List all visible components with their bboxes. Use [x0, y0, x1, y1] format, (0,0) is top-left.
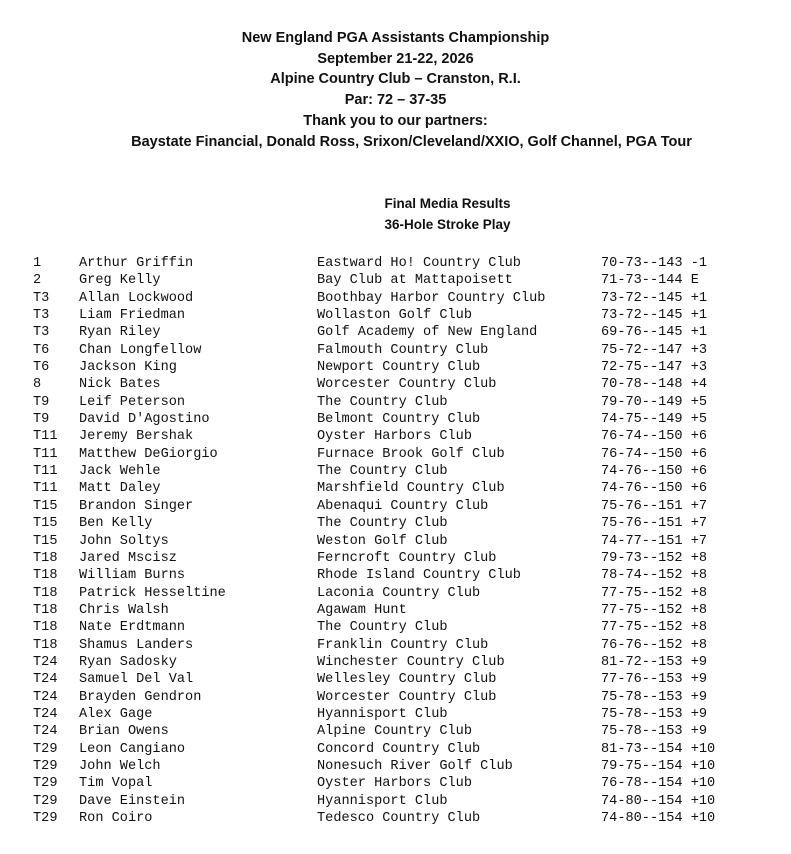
partners-heading: Thank you to our partners: — [303, 112, 488, 129]
player-name: Jeremy Bershak — [79, 429, 194, 445]
player-name: Chan Longfellow — [79, 342, 202, 358]
player-score: 74-75--149 +5 — [601, 412, 708, 428]
player-name: Leif Peterson — [79, 394, 186, 410]
player-club: The Country Club — [317, 464, 448, 480]
player-club: Nonesuch River Golf Club — [317, 758, 513, 774]
player-club: Wellesley Country Club — [317, 672, 497, 688]
player-score: 79-73--152 +8 — [601, 550, 708, 566]
player-score: 81-72--153 +9 — [601, 654, 708, 670]
player-name: Tim Vopal — [79, 776, 153, 792]
result-row — [33, 307, 773, 324]
result-row — [33, 585, 773, 602]
result-position: T24 — [33, 672, 58, 688]
player-club: Rhode Island Country Club — [317, 568, 521, 584]
results-format: 36-Hole Stroke Play — [384, 217, 511, 232]
player-name: John Welch — [79, 758, 161, 774]
results-heading — [0, 193, 791, 235]
result-position: T24 — [33, 706, 58, 722]
player-name: Leon Cangiano — [79, 741, 186, 757]
result-row — [33, 272, 773, 289]
player-score: 76-74--150 +6 — [601, 446, 708, 462]
event-dates: September 21-22, 2026 — [317, 50, 474, 67]
player-name: Jared Mscisz — [79, 550, 177, 566]
result-position: T15 — [33, 533, 58, 549]
result-position: T11 — [33, 446, 58, 462]
result-row — [33, 342, 773, 359]
player-score: 77-75--152 +8 — [601, 602, 708, 618]
player-club: Wollaston Golf Club — [317, 308, 472, 324]
result-position: T6 — [33, 360, 50, 376]
result-row — [33, 637, 773, 654]
result-row — [33, 550, 773, 567]
player-name: Dave Einstein — [79, 793, 186, 809]
player-club: Eastward Ho! Country Club — [317, 256, 521, 271]
player-name: Nate Erdtmann — [79, 620, 186, 636]
result-row — [33, 602, 773, 619]
result-row — [33, 619, 773, 636]
player-score: 78-74--152 +8 — [601, 568, 708, 584]
player-name: Liam Friedman — [79, 308, 186, 324]
result-position: T3 — [33, 325, 50, 341]
player-club: Furnace Brook Golf Club — [317, 446, 505, 462]
player-club: The Country Club — [317, 620, 448, 636]
player-club: Falmouth Country Club — [317, 342, 489, 358]
player-name: Ron Coiro — [79, 811, 153, 826]
player-score: 79-75--154 +10 — [601, 758, 716, 774]
player-club: Abenaqui Country Club — [317, 498, 489, 514]
result-row — [33, 775, 773, 792]
player-name: David D'Agostino — [79, 412, 210, 428]
results-list — [33, 255, 773, 827]
player-club: Boothbay Harbor Country Club — [317, 290, 546, 306]
result-row — [33, 567, 773, 584]
event-venue: Alpine Country Club – Cranston, R.I. — [270, 71, 521, 88]
player-score: 71-73--144 E — [601, 273, 699, 289]
player-club: Laconia Country Club — [317, 585, 481, 601]
player-club: Agawam Hunt — [317, 602, 407, 618]
result-position: T29 — [33, 793, 58, 809]
player-name: Matthew DeGiorgio — [79, 446, 218, 462]
player-club: Alpine Country Club — [317, 724, 472, 740]
result-position: T15 — [33, 516, 58, 532]
player-score: 75-76--151 +7 — [601, 516, 708, 532]
player-score: 75-78--153 +9 — [601, 724, 708, 740]
result-position: T29 — [33, 741, 58, 757]
result-position: T18 — [33, 637, 58, 653]
player-name: Greg Kelly — [79, 273, 161, 289]
result-position: T11 — [33, 464, 58, 480]
result-position: T29 — [33, 758, 58, 774]
player-score: 76-78--154 +10 — [601, 776, 716, 792]
document-header — [0, 28, 791, 152]
result-position: T18 — [33, 568, 58, 584]
result-row — [33, 480, 773, 497]
result-row — [33, 376, 773, 393]
player-score: 76-76--152 +8 — [601, 637, 708, 653]
player-name: Nick Bates — [79, 377, 161, 393]
player-name: Brandon Singer — [79, 498, 194, 514]
player-score: 75-72--147 +3 — [601, 342, 708, 358]
player-score: 74-80--154 +10 — [601, 811, 716, 826]
result-row — [33, 758, 773, 775]
result-row — [33, 428, 773, 445]
result-position: T24 — [33, 689, 58, 705]
result-row — [33, 515, 773, 532]
player-club: Golf Academy of New England — [317, 325, 538, 341]
player-score: 74-76--150 +6 — [601, 464, 708, 480]
result-row — [33, 394, 773, 411]
player-club: Newport Country Club — [317, 360, 481, 376]
player-club: Belmont Country Club — [317, 412, 481, 428]
player-score: 81-73--154 +10 — [601, 741, 716, 757]
player-score: 75-76--151 +7 — [601, 498, 708, 514]
result-row — [33, 793, 773, 810]
player-name: Matt Daley — [79, 481, 161, 497]
player-score: 75-78--153 +9 — [601, 706, 708, 722]
player-club: Franklin Country Club — [317, 637, 489, 653]
player-score: 77-75--152 +8 — [601, 620, 708, 636]
player-name: Jack Wehle — [79, 464, 161, 480]
player-club: Oyster Harbors Club — [317, 429, 472, 445]
result-row — [33, 359, 773, 376]
player-club: The Country Club — [317, 394, 448, 410]
result-row — [33, 810, 773, 827]
result-row — [33, 463, 773, 480]
player-club: Worcester Country Club — [317, 377, 497, 393]
player-score: 74-76--150 +6 — [601, 481, 708, 497]
player-club: Oyster Harbors Club — [317, 776, 472, 792]
player-name: Brayden Gendron — [79, 689, 202, 705]
player-name: John Soltys — [79, 533, 169, 549]
result-row — [33, 446, 773, 463]
player-score: 76-74--150 +6 — [601, 429, 708, 445]
player-score: 77-75--152 +8 — [601, 585, 708, 601]
player-club: Ferncroft Country Club — [317, 550, 497, 566]
result-row — [33, 324, 773, 341]
result-row — [33, 671, 773, 688]
result-position: T29 — [33, 811, 58, 826]
player-score: 73-72--145 +1 — [601, 290, 708, 306]
player-name: William Burns — [79, 568, 186, 584]
result-row — [33, 689, 773, 706]
player-score: 75-78--153 +9 — [601, 689, 708, 705]
player-name: Allan Lockwood — [79, 290, 194, 306]
result-position: T18 — [33, 602, 58, 618]
player-club: Bay Club at Mattapoisett — [317, 273, 513, 289]
player-club: Weston Golf Club — [317, 533, 448, 549]
player-name: Jackson King — [79, 360, 177, 376]
result-position: T11 — [33, 481, 58, 497]
result-position: T18 — [33, 550, 58, 566]
result-position: T18 — [33, 620, 58, 636]
player-club: Hyannisport Club — [317, 793, 448, 809]
player-name: Ryan Sadosky — [79, 654, 177, 670]
result-row — [33, 741, 773, 758]
player-score: 72-75--147 +3 — [601, 360, 708, 376]
result-position: T29 — [33, 776, 58, 792]
result-position: T24 — [33, 724, 58, 740]
results-title: Final Media Results — [384, 196, 511, 211]
player-score: 69-76--145 +1 — [601, 325, 708, 341]
player-name: Ben Kelly — [79, 516, 153, 532]
result-position: T9 — [33, 412, 50, 428]
result-row — [33, 706, 773, 723]
result-row — [33, 411, 773, 428]
course-par: Par: 72 – 37-35 — [344, 92, 447, 109]
player-name: Ryan Riley — [79, 325, 161, 341]
result-position: 1 — [33, 256, 42, 271]
result-position: T9 — [33, 394, 50, 410]
player-score: 74-77--151 +7 — [601, 533, 708, 549]
result-row — [33, 533, 773, 550]
result-position: T3 — [33, 308, 50, 324]
result-position: T11 — [33, 429, 58, 445]
result-position: 8 — [33, 377, 42, 393]
result-position: T24 — [33, 654, 58, 670]
player-club: Winchester Country Club — [317, 654, 505, 670]
result-position: 2 — [33, 273, 42, 289]
result-row — [33, 723, 773, 740]
player-name: Brian Owens — [79, 724, 169, 740]
player-club: Tedesco Country Club — [317, 811, 481, 826]
player-name: Chris Walsh — [79, 602, 169, 618]
result-row — [33, 498, 773, 515]
player-club: The Country Club — [317, 516, 448, 532]
player-club: Worcester Country Club — [317, 689, 497, 705]
player-score: 77-76--153 +9 — [601, 672, 708, 688]
player-name: Arthur Griffin — [79, 256, 194, 271]
player-score: 79-70--149 +5 — [601, 394, 708, 410]
result-row — [33, 654, 773, 671]
player-name: Patrick Hesseltine — [79, 585, 226, 601]
player-score: 70-73--143 -1 — [601, 256, 708, 271]
result-position: T18 — [33, 585, 58, 601]
player-name: Samuel Del Val — [79, 672, 194, 688]
result-row — [33, 290, 773, 307]
player-score: 74-80--154 +10 — [601, 793, 716, 809]
result-position: T6 — [33, 342, 50, 358]
player-name: Shamus Landers — [79, 637, 194, 653]
player-club: Concord Country Club — [317, 741, 481, 757]
event-title: New England PGA Assistants Championship — [241, 30, 550, 46]
partners-list: Baystate Financial, Donald Ross, Srixon/Cleveland/XXIO, Golf Channel, PGA Tour — [131, 133, 692, 150]
result-row — [33, 255, 773, 272]
player-name: Alex Gage — [79, 706, 153, 722]
player-club: Hyannisport Club — [317, 706, 448, 722]
player-score: 70-78--148 +4 — [601, 377, 708, 393]
player-club: Marshfield Country Club — [317, 481, 505, 497]
result-position: T3 — [33, 290, 50, 306]
result-position: T15 — [33, 498, 58, 514]
player-score: 73-72--145 +1 — [601, 308, 708, 324]
